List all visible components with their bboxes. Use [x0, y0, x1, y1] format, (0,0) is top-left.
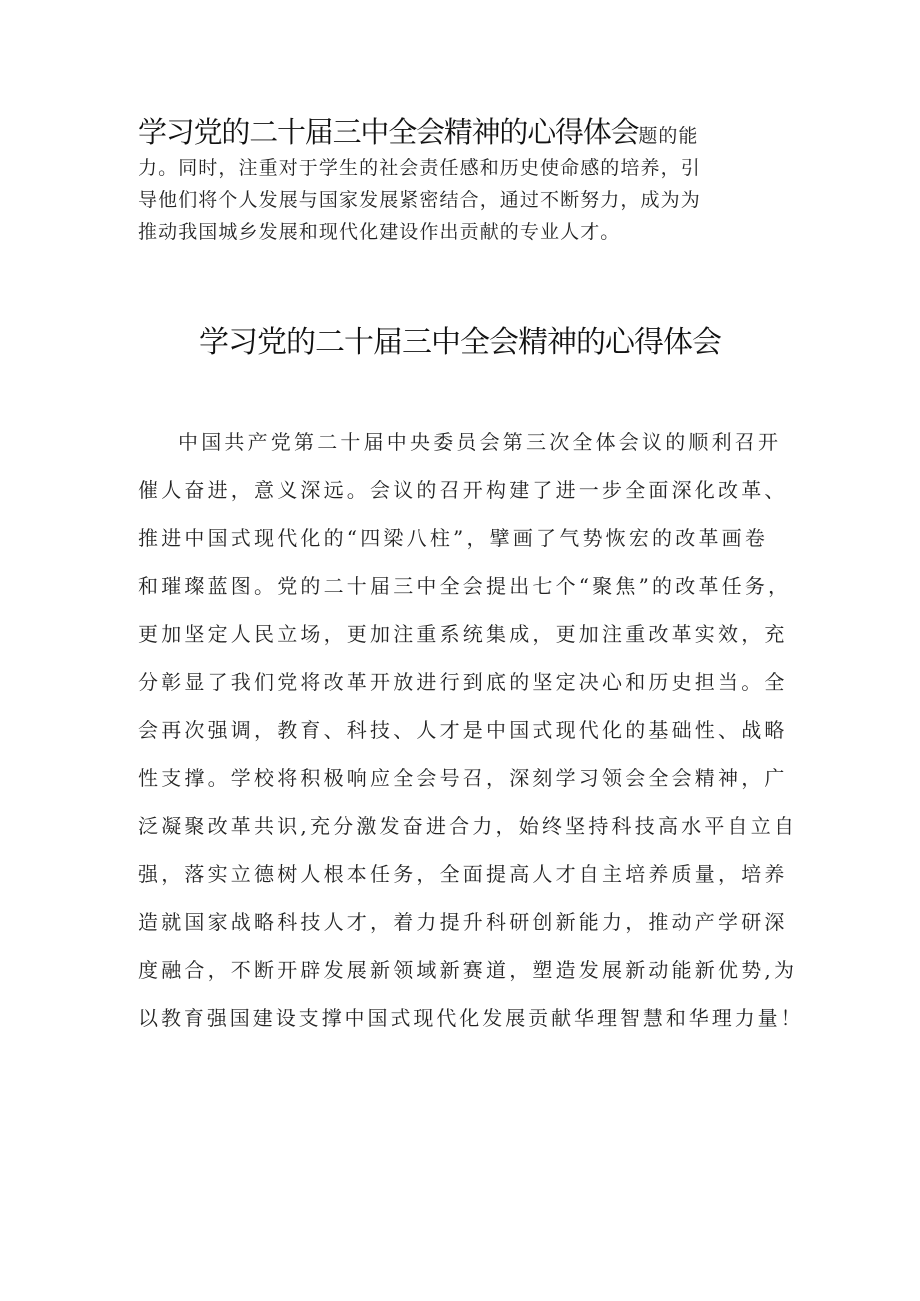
previous-section-fragment: [138, 112, 798, 248]
paragraph-line: 和璀璨蓝图。党的二十届三中全会提出七个“聚焦”的改革任务，: [138, 574, 792, 598]
paragraph-line: 力。同时，注重对于学生的社会责任感和历史使命感的培养，引: [138, 157, 701, 179]
inline-section-heading: 学习党的二十届三中全会精神的心得体会: [138, 115, 639, 149]
document-title: 学习党的二十届三中全会精神的心得体会: [199, 325, 721, 360]
paragraph-line: 更加坚定人民立场，更加注重系统集成，更加注重改革实效，充: [138, 622, 788, 646]
essay-body: [138, 418, 808, 1042]
paragraph-line: 分彰显了我们党将改革开放进行到底的坚定决心和历史担当。全: [138, 670, 788, 694]
paragraph-line: 度融合，不断开辟发展新领域新赛道，塑造发展新动能新优势,为: [138, 958, 798, 982]
paragraph-line: 泛凝聚改革共识,充分激发奋进合力，始终坚持科技高水平自立自: [138, 814, 798, 838]
paragraph-line: 造就国家战略科技人才，着力提升科研创新能力，推动产学研深: [138, 910, 788, 934]
inline-heading-tail-text: 题的能: [638, 125, 699, 147]
paragraph-line: 性支撑。学校将积极响应全会号召，深刻学习领会全会精神，广: [138, 766, 788, 790]
inline-heading-line: [138, 112, 798, 152]
paragraph-line: 强，落实立德树人根本任务，全面提高人才自主培养质量，培养: [138, 862, 788, 886]
paragraph-line: 会再次强调，教育、科技、人才是中国式现代化的基础性、战略: [138, 718, 788, 742]
paragraph-line: 以教育强国建设支撑中国式现代化发展贡献华理智慧和华理力量！: [138, 1006, 804, 1030]
paragraph-line: 推动我国城乡发展和现代化建设作出贡献的专业人才。: [138, 221, 621, 243]
paragraph-line: 催人奋进，意义深远。会议的召开构建了进一步全面深化改革、: [138, 478, 788, 502]
paragraph-line: 中国共产党第二十届中央委员会第三次全体会议的顺利召开: [178, 430, 782, 454]
paragraph-line: 推进中国式现代化的“四梁八柱”，擘画了气势恢宏的改革画卷: [138, 526, 769, 550]
paragraph-line: 导他们将个人发展与国家发展紧密结合，通过不断努力，成为为: [138, 189, 701, 211]
